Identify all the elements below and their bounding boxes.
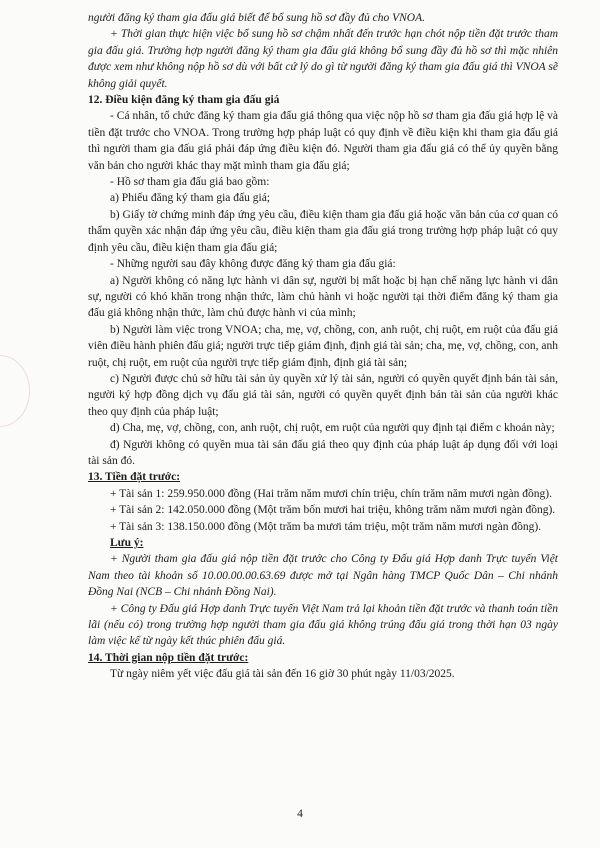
paragraph: a) Người không có năng lực hành vi dân sự, người bị mất hoặc bị hạn chế năng lực hành vi dân sự, người có khó khăn trong nhận thức, làm chủ hành vi hoặc người tại thời điểm đăng ký tham gia đấu giá không nhận thức, làm chủ được hành vi của mình; (88, 274, 558, 320)
paragraph: - Cá nhân, tổ chức đăng ký tham gia đấu giá thông qua việc nộp hồ sơ tham gia đấu giá hợp lệ và tiền đặt trước cho VNOA. Trong trường hợp pháp luật có quy định về điều kiện khi tham gia đấu giá thì người tham gia đấu giá phải đáp ứng điều kiện đó. Người tham gia đấu giá có thể ủy quyền bằng văn bản cho người khác thay mặt mình tham gia đấu giá; (88, 110, 558, 172)
paragraph: Từ ngày niêm yết việc đấu giá tài sản đến 16 giờ 30 phút ngày 11/03/2025. (110, 668, 455, 681)
document-body (88, 10, 558, 683)
paragraph: + Thời gian thực hiện việc bổ sung hồ sơ chậm nhất đến trước hạn chót nộp tiền đặt trước tham gia đấu giá. Trường hợp người đăng ký tham gia đấu giá không bổ sung đầy đủ hồ sơ thì mặc nhiên được xem như không nộp hồ sơ dù với bất cứ lý do gì từ người đăng ký tham gia đấu giá thì VNOA sẽ không giải quyết. (88, 28, 558, 90)
deposit-item-2: + Tài sản 2: 142.050.000 đồng (Một trăm bốn mươi hai triệu, không trăm năm mươi ngàn đồng). (110, 504, 556, 517)
section-heading-12: 12. Điều kiện đăng ký tham gia đấu giá (88, 94, 280, 107)
paragraph: - Những người sau đây không được đăng ký tham gia đấu giá: (110, 258, 396, 271)
section-heading-14: 14. Thời gian nộp tiền đặt trước: (88, 651, 249, 664)
paragraph: đ) Người không có quyền mua tài sản đấu giá theo quy định của pháp luật áp dụng đối với loại tài sản đó. (88, 438, 558, 467)
paragraph: d) Cha, mẹ, vợ, chồng, con, anh ruột, chị ruột, em ruột của người quy định tại điểm c khoản này; (110, 422, 555, 435)
page-number: 4 (297, 808, 303, 820)
paragraph: - Hồ sơ tham gia đấu giá bao gồm: (110, 176, 270, 189)
paragraph: b) Giấy tờ chứng minh đáp ứng yêu cầu, điều kiện tham gia đấu giá hoặc văn bản của cơ quan có thẩm quyền xác nhận đáp ứng yêu cầu, điều kiện tham gia đấu giá trong trường hợp pháp luật có quy định yêu cầu, điều kiện tham gia đấu giá; (88, 208, 558, 254)
deposit-item-1: + Tài sản 1: 259.950.000 đồng (Hai trăm năm mươi chín triệu, chín trăm năm mươi ngàn đồng). (110, 487, 552, 500)
deposit-item-3: + Tài sản 3: 138.150.000 đồng (Một trăm ba mươi tám triệu, một trăm năm mươi ngàn đồng). (110, 520, 542, 533)
section-heading-13: 13. Tiền đặt trước: (88, 471, 181, 484)
note-heading: Lưu ý: (110, 537, 144, 549)
paragraph: b) Người làm việc trong VNOA; cha, mẹ, vợ, chồng, con, anh ruột, chị ruột, em ruột của đấu giá viên điều hành phiên đấu giá; người trực tiếp giám định, định giá tài sản; cha, mẹ, vợ, chồng, con, anh ruột, chị ruột, em ruột của người trực tiếp giám định, định giá tài sản; (88, 323, 558, 369)
paragraph: + Công ty Đấu giá Hợp danh Trực tuyến Việt Nam trả lại khoản tiền đặt trước và thanh toán tiền lãi (nếu có) trong trường hợp người tham gia đấu giá không trúng đấu giá trong thời hạn 03 ngày làm việc kể từ ngày kết thúc phiên đấu giá. (88, 602, 558, 648)
paragraph: người đăng ký tham gia đấu giá biết để bổ sung hồ sơ đầy đủ cho VNOA. (88, 12, 425, 24)
stamp-mark (0, 355, 30, 427)
paragraph: c) Người được chủ sở hữu tài sản ủy quyền xử lý tài sản, người có quyền quyết định bán tài sản, người ký hợp đồng dịch vụ đấu giá tài sản, người có quyền quyết định bán tài sản của người khác theo quy định của pháp luật; (88, 372, 558, 418)
paragraph: a) Phiếu đăng ký tham gia đấu giá; (110, 192, 271, 205)
paragraph: + Người tham gia đấu giá nộp tiền đặt trước cho Công ty Đấu giá Hợp danh Trực tuyến Việt Nam theo tài khoản số 10.00.00.00.63.69 được mở tại Ngân hàng TMCP Quốc Dân – Chi nhánh Đồng Nai (NCB – Chi nhánh Đồng Nai). (88, 553, 558, 599)
